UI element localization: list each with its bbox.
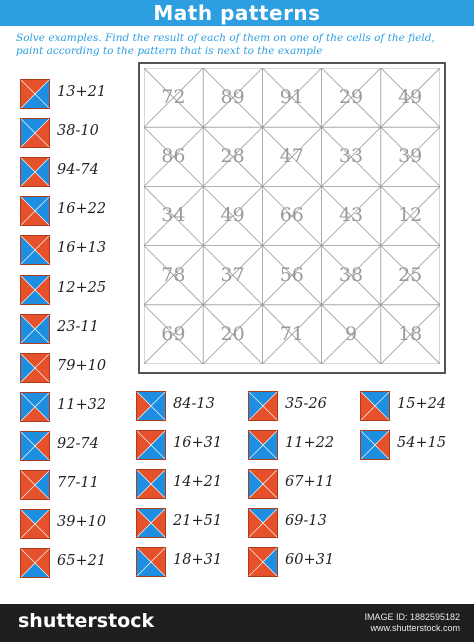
grid-cell[interactable]: 47 — [279, 145, 304, 168]
example-item — [20, 392, 130, 422]
grid-cell[interactable]: 37 — [220, 263, 245, 286]
example-expression: 16+31 — [173, 435, 223, 452]
grid-cell[interactable]: 18 — [398, 322, 423, 345]
pattern-tile — [20, 275, 50, 305]
example-expression: 77-11 — [57, 475, 99, 491]
grid-cell[interactable]: 89 — [220, 86, 245, 108]
example-expression: 94-74 — [57, 162, 99, 179]
footer-logo: shutterstock — [18, 610, 155, 632]
pattern-tile — [248, 469, 278, 499]
footer-image-info — [364, 612, 460, 634]
grid-cell[interactable]: 78 — [161, 263, 186, 286]
grid-cell[interactable]: 29 — [338, 86, 364, 108]
pattern-tile — [136, 508, 166, 538]
example-item — [20, 353, 130, 383]
example-item — [20, 470, 130, 500]
example-item — [248, 508, 358, 538]
answer-grid — [138, 62, 446, 374]
grid-cell[interactable]: 25 — [398, 263, 423, 286]
pattern-tile — [20, 548, 50, 578]
example-expression: 79+10 — [57, 357, 107, 374]
example-item — [360, 430, 470, 460]
example-item — [248, 547, 358, 577]
example-item — [248, 391, 358, 421]
example-expression: 65+21 — [57, 553, 107, 570]
pattern-tile — [248, 508, 278, 538]
instructions-text: Solve examples. Find the result of each of them on one of the cells of the field, paint according to the pattern that is next to the example — [16, 32, 435, 57]
example-item — [136, 391, 246, 421]
example-item — [20, 548, 130, 578]
grid-cell[interactable]: 39 — [398, 145, 423, 168]
example-item — [20, 275, 130, 305]
example-expression: 38-10 — [57, 123, 99, 140]
pattern-tile — [136, 430, 166, 460]
example-item — [136, 547, 246, 577]
pattern-tile — [20, 353, 50, 383]
grid-cell[interactable]: 20 — [220, 322, 245, 345]
example-expression: 67+11 — [285, 474, 335, 491]
grid-cell[interactable]: 56 — [279, 263, 304, 286]
example-item — [20, 235, 130, 265]
pattern-tile — [20, 392, 50, 422]
pattern-tile — [20, 235, 50, 265]
example-expression: 18+31 — [173, 552, 223, 569]
grid-cell[interactable]: 71 — [279, 322, 304, 345]
grid-cell[interactable]: 12 — [398, 204, 423, 227]
example-expression: 15+24 — [397, 396, 447, 412]
pattern-tile — [136, 391, 166, 421]
example-expression: 69-13 — [285, 513, 327, 530]
header-banner — [0, 0, 474, 26]
grid-cell[interactable]: 72 — [161, 86, 186, 108]
page-title: Math patterns — [153, 1, 321, 25]
footer-bar — [0, 604, 474, 642]
grid-cell[interactable]: 86 — [161, 145, 186, 168]
example-expression: 16+22 — [57, 201, 107, 218]
grid-cell[interactable]: 34 — [161, 204, 186, 227]
pattern-tile — [20, 509, 50, 539]
example-expression: 92-74 — [57, 435, 99, 452]
pattern-tile — [248, 430, 278, 460]
grid-cell[interactable]: 33 — [338, 145, 364, 168]
example-expression: 35-26 — [285, 396, 327, 412]
pattern-tile — [20, 157, 50, 187]
pattern-tile — [136, 547, 166, 577]
example-item — [136, 508, 246, 538]
example-expression: 14+21 — [173, 474, 223, 491]
example-expression: 11+22 — [285, 435, 335, 452]
example-expression: 13+21 — [57, 84, 107, 100]
pattern-tile — [20, 470, 50, 500]
grid-cell[interactable]: 49 — [398, 86, 423, 108]
example-expression: 84-13 — [173, 396, 215, 412]
pattern-tile — [20, 79, 50, 109]
example-expression: 21+51 — [173, 513, 223, 530]
pattern-tile — [248, 547, 278, 577]
pattern-tile — [360, 430, 390, 460]
example-item — [248, 430, 358, 460]
grid-cell[interactable]: 91 — [279, 86, 304, 108]
example-item — [20, 118, 130, 148]
pattern-tile — [20, 118, 50, 148]
example-item — [248, 469, 358, 499]
grid-cell[interactable]: 49 — [220, 204, 245, 227]
example-item — [136, 430, 246, 460]
example-expression: 12+25 — [57, 279, 107, 296]
pattern-tile — [360, 391, 390, 421]
grid-cell[interactable]: 28 — [220, 145, 245, 168]
example-item — [20, 431, 130, 461]
example-item — [20, 157, 130, 187]
grid-cell[interactable]: 38 — [338, 263, 364, 286]
pattern-tile — [20, 314, 50, 344]
example-expression: 16+13 — [57, 240, 107, 257]
pattern-tile — [20, 431, 50, 461]
example-item — [20, 79, 130, 109]
example-expression: 23-11 — [57, 318, 99, 335]
grid-cell[interactable]: 66 — [279, 204, 304, 227]
site-url: www.shutterstock.com — [370, 623, 460, 633]
example-expression: 60+31 — [285, 552, 335, 569]
example-expression: 54+15 — [397, 435, 447, 452]
example-expression: 11+32 — [57, 396, 107, 413]
grid-cell[interactable]: 9 — [344, 322, 358, 345]
example-item — [20, 314, 130, 344]
image-id-label: IMAGE ID: 1882595182 — [364, 612, 460, 622]
pattern-tile — [248, 391, 278, 421]
example-item — [360, 391, 470, 421]
example-item — [20, 509, 130, 539]
example-expression: 39+10 — [57, 514, 107, 531]
example-item — [20, 196, 130, 226]
grid-cell[interactable]: 69 — [161, 322, 186, 345]
pattern-tile — [20, 196, 50, 226]
grid-cell[interactable]: 43 — [338, 204, 364, 227]
example-item — [136, 469, 246, 499]
pattern-tile — [136, 469, 166, 499]
